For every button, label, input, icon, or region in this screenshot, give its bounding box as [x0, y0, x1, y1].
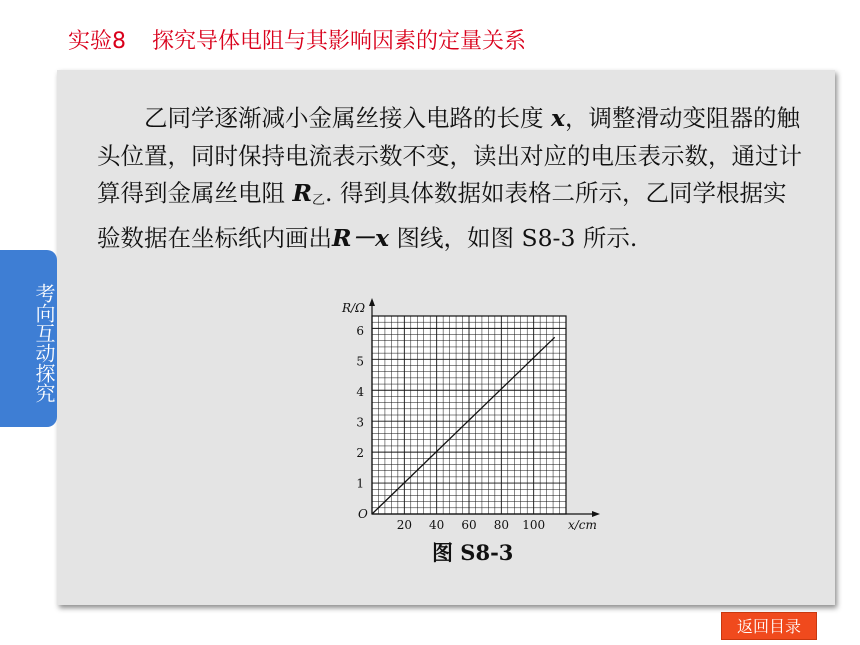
variable-r-x: R－x — [332, 223, 390, 252]
paragraph-text — [97, 100, 809, 257]
variable-r: R — [292, 179, 313, 207]
text-segment: 乙同学逐渐减小金属丝接入电路的长度 — [144, 104, 544, 132]
origin-label: O — [358, 507, 368, 521]
problem-paragraph — [97, 100, 809, 257]
text-segment: . 得到具体数据如表格二所示，乙同学根据实验数据在坐标纸内画出 — [97, 179, 787, 252]
y-tick-label: 1 — [356, 476, 364, 491]
figure-caption: 图 S8-3 — [432, 540, 514, 565]
experiment-label: 实验8 — [68, 29, 126, 54]
subscript-yi: 乙 — [312, 193, 326, 208]
side-tab[interactable] — [0, 250, 57, 427]
y-tick-label: 2 — [356, 446, 364, 461]
page-title — [68, 24, 526, 55]
y-tick-label: 4 — [356, 385, 364, 400]
x-tick-label: 20 — [396, 518, 412, 532]
y-tick-label: 3 — [356, 415, 364, 430]
x-axis-label: x/cm — [568, 518, 597, 532]
x-tick-label: 80 — [493, 518, 509, 532]
variable-x: x — [550, 104, 565, 132]
text-segment: 图线，如图 S8-3 所示. — [389, 223, 638, 252]
back-to-contents-button[interactable]: 返回目录 — [721, 612, 817, 640]
y-axis-label: R/Ω — [342, 301, 366, 315]
x-tick-label: 40 — [429, 518, 445, 532]
x-tick-label: 60 — [461, 518, 477, 532]
experiment-title: 探究导体电阻与其影响因素的定量关系 — [152, 29, 527, 54]
y-tick-label: 5 — [356, 354, 364, 369]
y-tick-label: 6 — [356, 324, 364, 339]
side-tab-label: 考向互动探究 — [32, 282, 56, 403]
y-axis-arrow — [369, 298, 375, 306]
x-axis-arrow — [592, 511, 600, 517]
text-segment: ，调整滑动变阻器的触头位置，同时保持电流表示数不变，读出对应的电压表示数，通过计算得到金属丝电阻 — [97, 104, 802, 207]
x-tick-label: 100 — [522, 518, 546, 532]
r-x-chart — [330, 292, 620, 537]
